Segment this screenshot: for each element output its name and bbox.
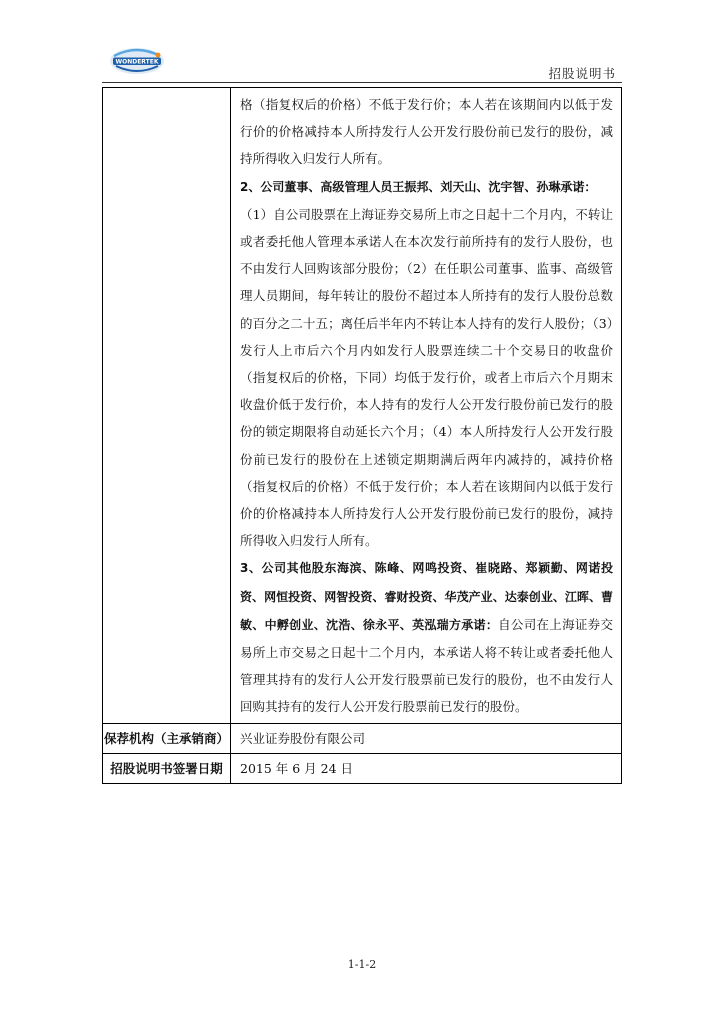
empty-label-cell (103, 88, 231, 724)
commitment-item-2 (240, 173, 613, 201)
item3-heading: 3、公司其他股东海滨、陈峰、网鸣投资、崔晓路、郑颖勤、网诺投资、网恒投资、网智投资、睿财投资、华茂产业、达泰创业、江晖、曹敏、中孵创业、沈浩、徐永平、英泓瑞方承诺： (240, 561, 613, 632)
signing-date-label: 招股说明书签署日期 (103, 753, 231, 783)
item2-heading: 2、公司董事、高级管理人员王振邦、刘天山、沈宇智、孙琳承诺： (240, 179, 597, 194)
signing-date-value: 2015 年 6 月 24 日 (231, 753, 622, 783)
sponsor-row (103, 723, 622, 753)
company-logo (108, 46, 166, 76)
prospectus-table (102, 87, 622, 784)
header-rule (102, 82, 622, 83)
logo-wordmark: WONDERTEK (115, 58, 159, 66)
signing-date-row (103, 753, 622, 783)
commitment-item-3 (240, 554, 613, 720)
commitment-content (231, 88, 622, 724)
page-number: 1-1-2 (347, 958, 377, 971)
commitment-row (103, 88, 622, 724)
item3-body: 自公司在上海证券交易所上市交易之日起十二个月内，本承诺人将不转让或者委托他人管理其持有的发行人公开发行股票前已发行的股份，也不由发行人回购其持有的发行人公开发行股票前已发行的股份。 (240, 616, 613, 715)
item2-body: （1）自公司股票在上海证券交易所上市之日起十二个月内，不转让或者委托他人管理本承诺人在本次发行前所持有的发行人股份，也不由发行人回购该部分股份；（2）在任职公司董事、监事、高级管理人员期间，每年转让的股份不超过本人所持有的发行人股份总数的百分之二十五；离任后半年内不转让本人持有的发行人股份；（3）发行人上市后六个月内如发行人股票连续二十个交易日的收盘价（指复权后的价格，下同）均低于发行价，或者上市后六个月期末收盘价低于发行价，本人持有的发行人公开发行股份前已发行的股份的锁定期限将自动延长六个月；（4）本人所持发行人公开发行股份前已发行的股份在上述锁定期期满后两年内减持的，减持价格（指复权后的价格）不低于发行价；本人若在该期间内以低于发行价的价格减持本人所持发行人公开发行股份前已发行的股份，减持所得收入归发行人所有。 (240, 206, 613, 549)
sponsor-value: 兴业证券股份有限公司 (231, 723, 622, 753)
sponsor-label: 保荐机构（主承销商） (103, 723, 231, 753)
continued-paragraph: 格（指复权后的价格）不低于发行价；本人若在该期间内以低于发行价的价格减持本人所持发行人公开发行股份前已发行的股份，减持所得收入归发行人所有。 (240, 97, 613, 167)
document-title: 招股说明书 (548, 66, 616, 81)
